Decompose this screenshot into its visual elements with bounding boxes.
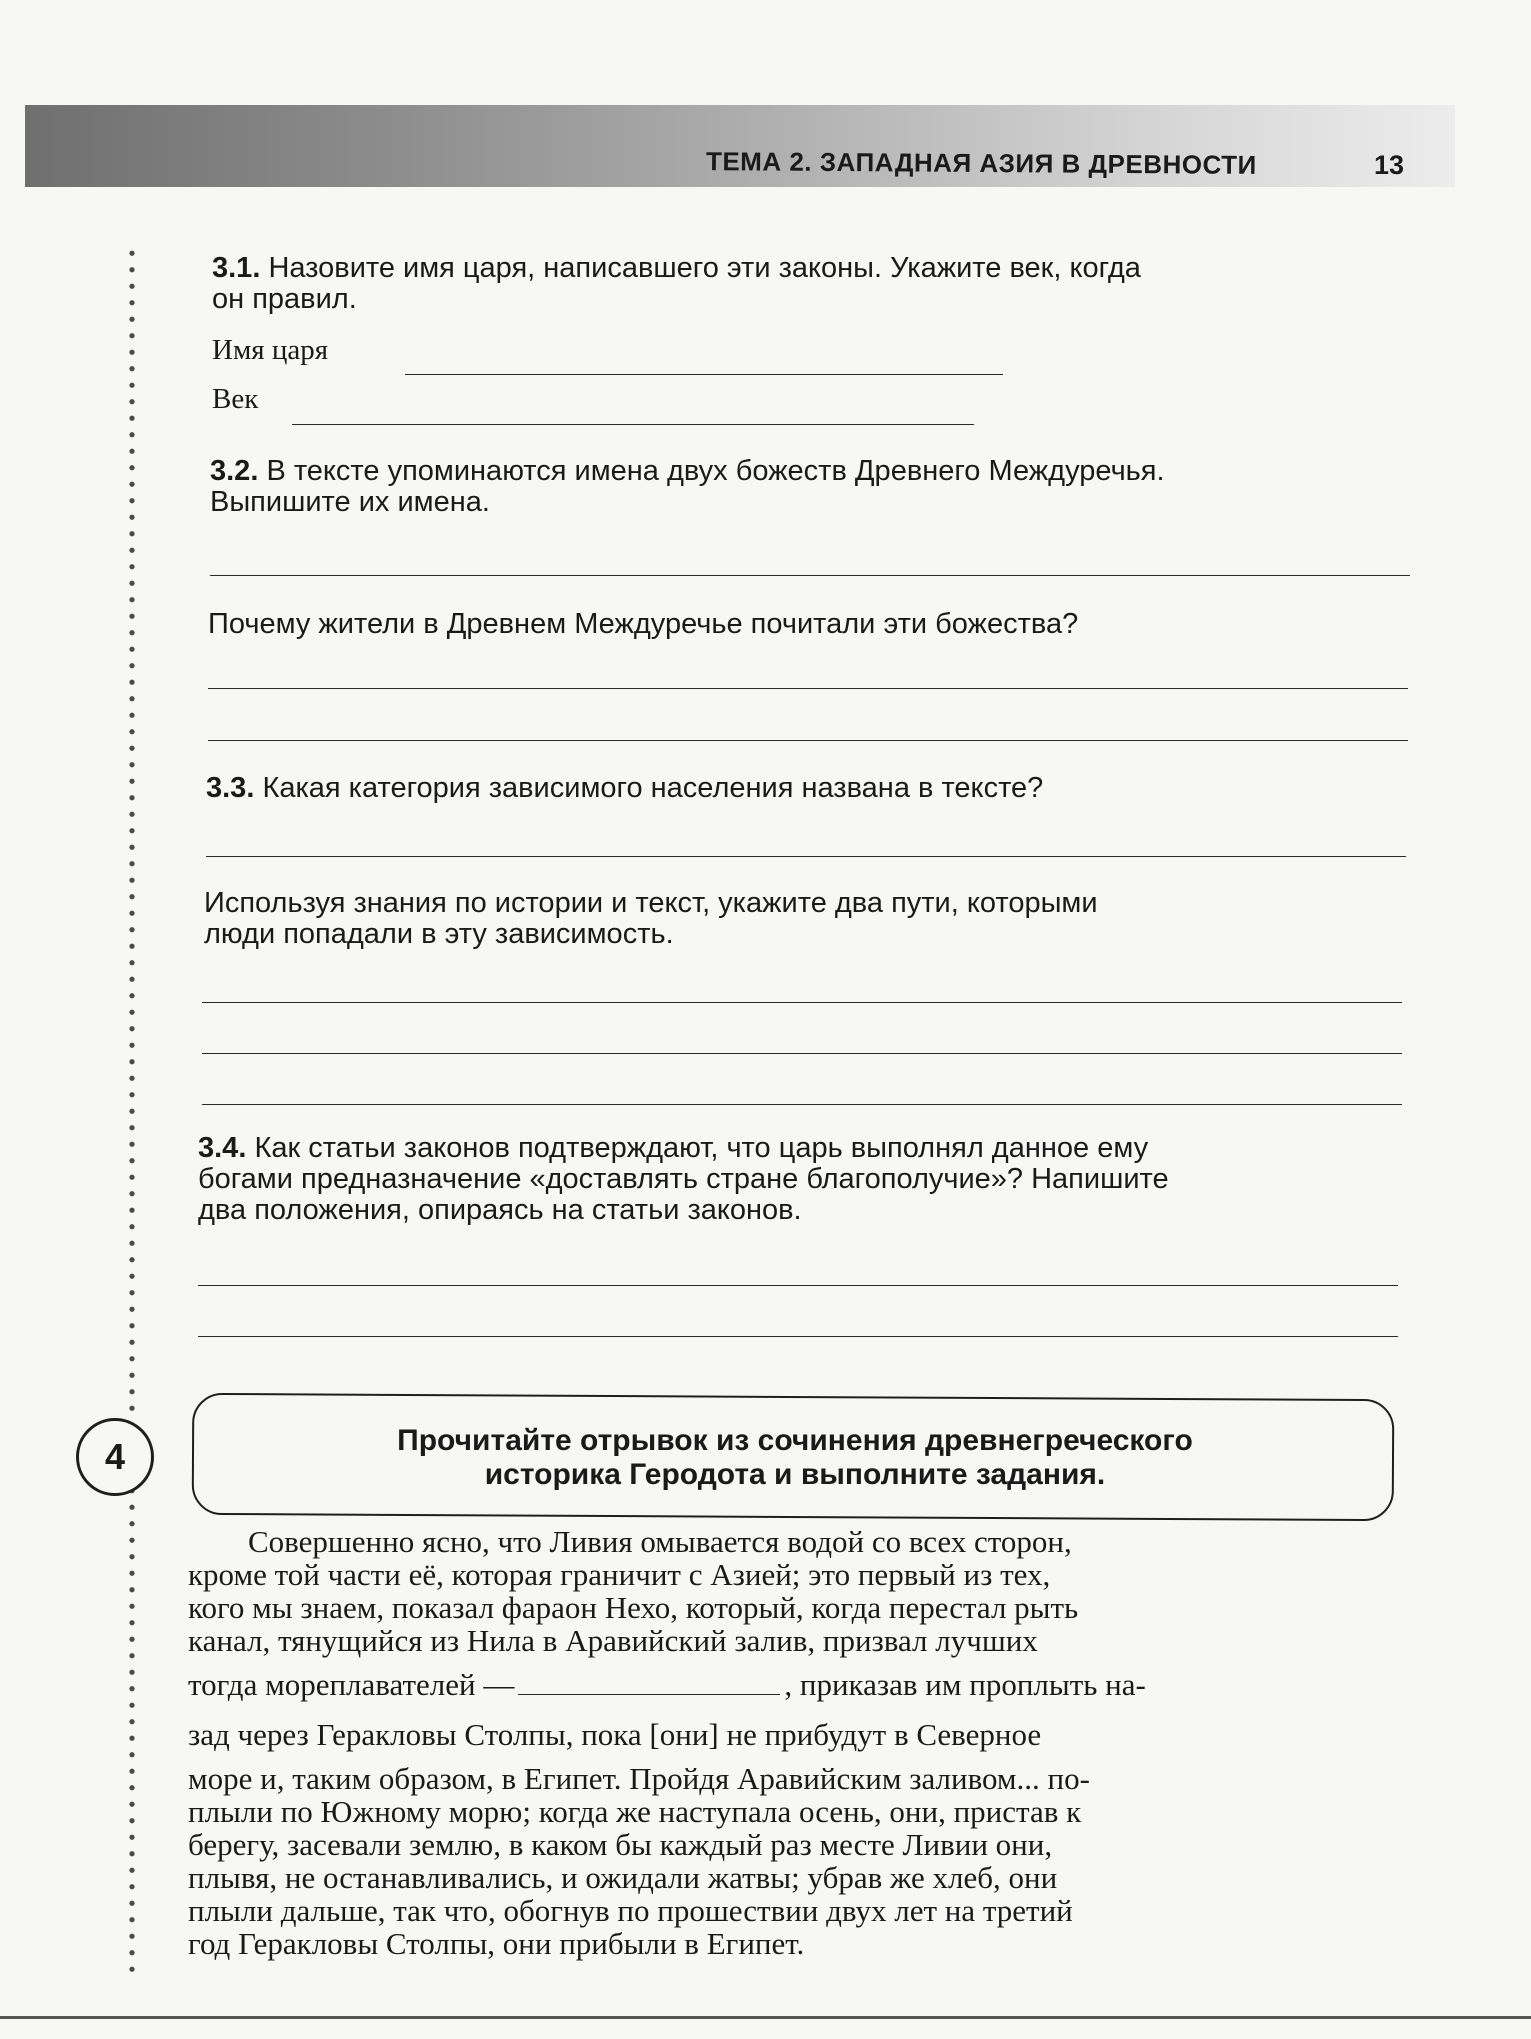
passage-line: плыли по Южному морю; когда же наступала осень, они, пристав к (188, 1794, 1082, 1829)
king-name-label: Имя царя (212, 334, 329, 366)
question-3-2-followup: Почему жители в Древнем Междуречье почитали эти божества? (208, 608, 1079, 640)
answer-line[interactable] (202, 1053, 1402, 1054)
question-3-1 (212, 252, 1141, 285)
answer-line[interactable] (206, 856, 1406, 857)
question-text: Какая категория зависимого населения названа в тексте? (262, 772, 1044, 804)
answer-line[interactable] (198, 1336, 1398, 1337)
binding-dots (128, 245, 136, 1975)
passage-line: зад через Геракловы Столпы, пока [они] не прибудут в Северное (188, 1717, 1042, 1752)
answer-line[interactable] (210, 575, 1410, 576)
passage-line: канал, тянущийся из Нила в Аравийский залив, призвал лучших (188, 1623, 1038, 1658)
passage-line: берегу, засевали землю, в каком бы каждый раз месте Ливии они, (188, 1827, 1053, 1862)
question-3-2-line2: Выпишите их имена. (210, 486, 490, 518)
question-3-4-line3: два положения, опираясь на статьи законов. (198, 1194, 802, 1226)
question-3-2 (210, 455, 1165, 488)
question-number: 3.4. (198, 1132, 247, 1164)
fill-in-blank[interactable] (518, 1693, 780, 1695)
question-3-3-followup-line2: люди попадали в эту зависимость. (204, 918, 674, 950)
passage-line: плыли дальше, так что, обогнув по прошествии двух лет на третий (188, 1893, 1073, 1928)
question-text: Назовите имя царя, написавшего эти законы. Укажите век, когда (268, 252, 1141, 284)
question-text: В тексте упоминаются имена двух божеств Древнего Междуречья. (266, 455, 1165, 487)
answer-line[interactable] (208, 740, 1408, 741)
question-3-4-line2: богами предназначение «доставлять стране благополучие»? Напишите (198, 1163, 1169, 1195)
passage-line: кого мы знаем, показал фараон Нехо, который, когда перестал рыть (188, 1590, 1079, 1625)
question-number: 3.3. (206, 772, 255, 804)
task-instruction (200, 1424, 1390, 1492)
question-3-1-line2: он правил. (212, 283, 357, 315)
question-3-3-followup: Используя знания по истории и текст, укажите два пути, которыми (204, 887, 1098, 919)
passage-line: Совершенно ясно, что Ливия омывается водой со всех сторон, (248, 1524, 1072, 1559)
century-label: Век (212, 383, 259, 415)
answer-line[interactable] (202, 1104, 1402, 1105)
instruction-line: историка Геродота и выполните задания. (484, 1458, 1106, 1491)
answer-line[interactable] (198, 1285, 1398, 1286)
passage-line: плывя, не останавливались, и ожидали жатвы; убрав же хлеб, они (188, 1860, 1058, 1895)
topic-title: ТЕМА 2. ЗАПАДНАЯ АЗИЯ В ДРЕВНОСТИ (705, 146, 1257, 180)
century-answer-line[interactable] (292, 424, 974, 425)
page-number: 13 (1374, 150, 1405, 180)
answer-line[interactable] (202, 1002, 1402, 1003)
passage-line-with-blank (188, 1668, 1146, 1701)
instruction-line: Прочитайте отрывок из сочинения древнегреческого (397, 1424, 1193, 1457)
passage-text: тогда мореплавателей — (188, 1667, 515, 1702)
question-number: 3.2. (210, 455, 259, 487)
task-number-badge: 4 (76, 1418, 154, 1496)
passage-line: кроме той части её, которая граничит с Азией; это первый из тех, (188, 1557, 1051, 1592)
page-bottom-edge (0, 2016, 1531, 2019)
king-name-answer-line[interactable] (405, 374, 1003, 375)
answer-line[interactable] (208, 688, 1408, 689)
question-number: 3.1. (212, 252, 261, 284)
question-3-4 (198, 1132, 1148, 1165)
question-text: Как статьи законов подтверждают, что царь выполнял данное ему (254, 1132, 1149, 1164)
question-3-3 (206, 772, 1043, 805)
passage-line: год Геракловы Столпы, они прибыли в Египет. (188, 1926, 805, 1961)
passage-line: море и, таким образом, в Египет. Пройдя Аравийским заливом... по- (188, 1761, 1090, 1796)
passage-text: , приказав им проплыть на- (784, 1667, 1146, 1702)
